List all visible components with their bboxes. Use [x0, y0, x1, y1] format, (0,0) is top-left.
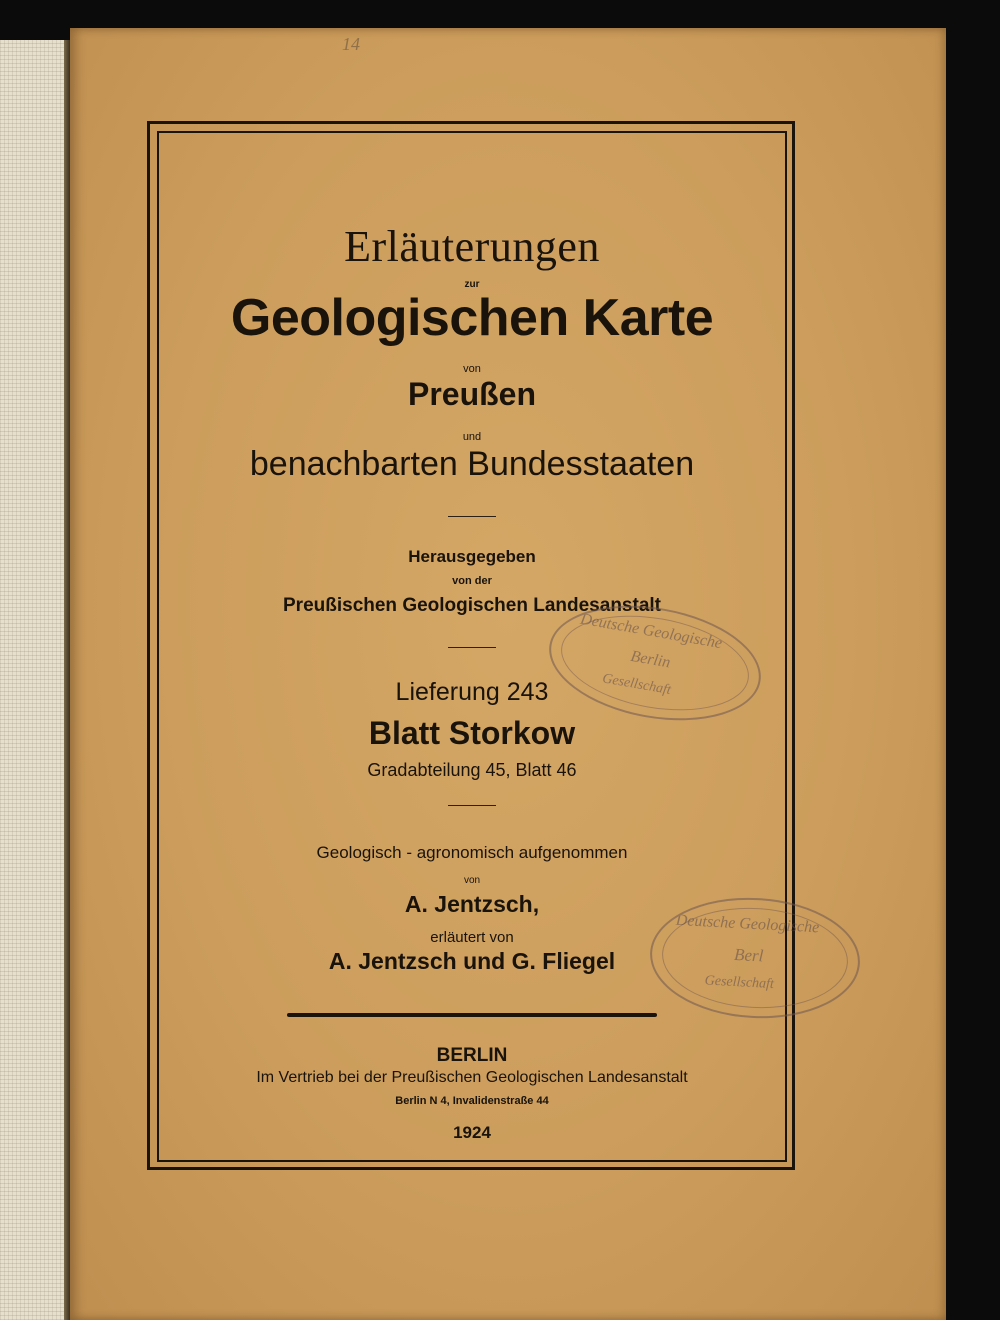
- pencil-mark: 14: [342, 34, 360, 54]
- library-stamp-2: Deutsche Geologische Berl Gesellschaft: [647, 893, 863, 1024]
- connector-und: und: [462, 431, 482, 443]
- sheet-title: Blatt Storkow: [368, 715, 576, 751]
- author-name: A. Jentzsch,: [404, 891, 540, 917]
- divider-1: [448, 516, 496, 517]
- library-stamp-1: Deutsche Geologische Berlin Gesellschaft: [540, 590, 770, 735]
- series-title-3: Preußen: [407, 376, 537, 412]
- grade-division: Gradabteilung 45, Blatt 46: [367, 760, 577, 780]
- book-spine-cloth: [0, 40, 64, 1320]
- divider-2: [448, 647, 496, 648]
- publication-city: BERLIN: [436, 1045, 508, 1066]
- ornamental-divider: [287, 1013, 657, 1017]
- publisher-von: von der: [452, 575, 492, 587]
- explainer-names: A. Jentzsch und G. Fliegel: [328, 948, 616, 974]
- publication-year: 1924: [453, 1123, 491, 1142]
- distribution-note: Im Vertrieb bei der Preußischen Geologischen Landesanstalt: [256, 1069, 688, 1086]
- connector-von: von: [463, 363, 481, 375]
- connector-zur: zur: [464, 279, 480, 290]
- publisher-name: Preußischen Geologischen Landesanstalt: [283, 595, 661, 616]
- explained-by: erläutert von: [430, 929, 514, 946]
- delivery-number: Lieferung 243: [395, 678, 549, 706]
- survey-von: von: [463, 875, 481, 886]
- address-line: Berlin N 4, Invalidenstraße 44: [395, 1095, 549, 1107]
- series-title-2: Geologischen Karte: [230, 289, 714, 347]
- survey-line: Geologisch - agronomisch aufgenommen: [316, 843, 628, 862]
- divider-3: [448, 805, 496, 806]
- title-page: [70, 28, 946, 1320]
- series-title-4: benachbarten Bundesstaaten: [249, 445, 695, 483]
- publisher-intro: Herausgegeben: [408, 547, 536, 566]
- series-title-1: Erläuterungen: [344, 222, 600, 271]
